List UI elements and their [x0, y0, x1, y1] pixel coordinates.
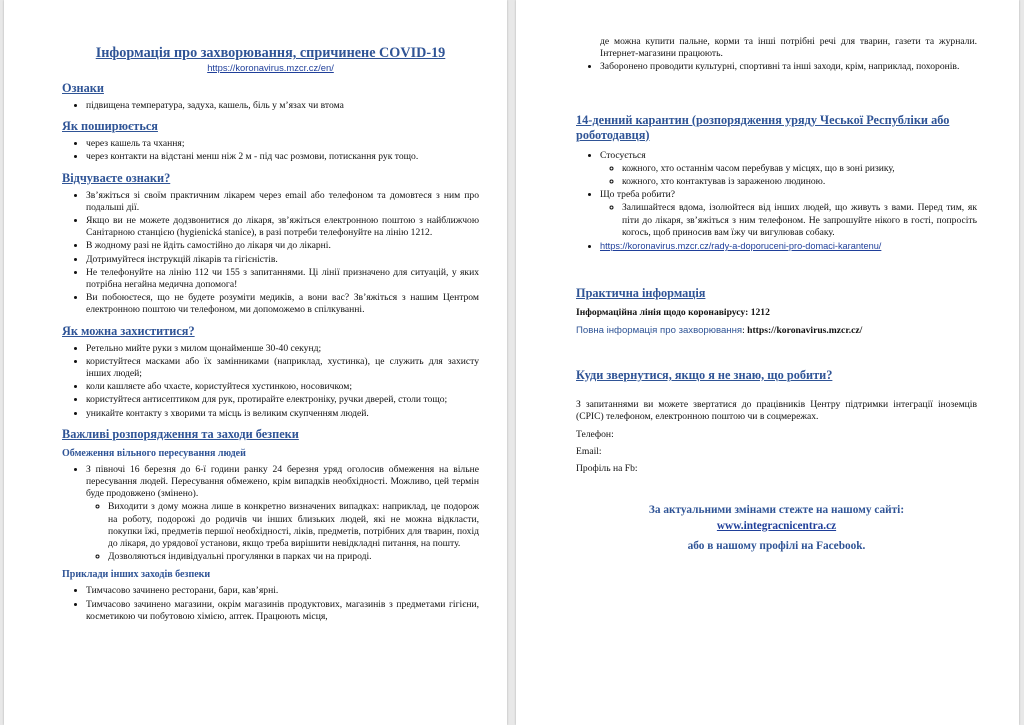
list-item: • Не телефонуйте на лінію 112 чи 155 з запитаннями. Ці лінії призначено для ситуацій, у яких потрібна негайна медична допомога! [86, 267, 479, 291]
symptoms-list [62, 190, 479, 317]
fb-label: Профіль на Fb: [576, 463, 638, 475]
list-item [600, 240, 977, 253]
list-item: • користуйтеся масками або їх замінниками (наприклад, хустинка), це служить для захисту інших людей; [86, 356, 479, 380]
website-link[interactable]: www.integracnicentra.cz [716, 519, 837, 532]
heading-quarantine: 14-денний карантин (розпорядження уряду Чеської Республіки або роботодавця) [576, 112, 950, 142]
list-item: • уникайте контакту з хворими та місць із великим скупченням людей. [86, 408, 479, 420]
sublist-item: ◦ Виходити з дому можна лише в конкретно визначених випадках: наприклад, це подорож на роботу, подорожі до родичів чи інших близьких людей, які не можна відкласти, покупки їжі, предметів першої необхідності, ліків, предметів, потрібних для тварин, похід до лікаря, до урядової установи, якщо треба вирішити невідкладні питання, на пошту. [108, 501, 479, 550]
protect-list [62, 343, 479, 420]
list-item: • підвищена температура, задуха, кашель, біль у м’язах чи втома [86, 100, 479, 112]
sublist-item: ◦ кожного, хто останнім часом перебував у місцях, що в зоні ризику, [622, 163, 977, 175]
sublist-item: ◦ кожного, хто контактував із зараженою людиною. [622, 176, 977, 188]
document-page-right [516, 0, 1019, 725]
what-sublist [600, 202, 977, 239]
continued-list [576, 61, 977, 73]
heading-measures: Важливі розпорядження та заходи безпеки [62, 426, 299, 441]
heading-where: Куди звернутися, якщо я не знаю, що робити? [576, 367, 833, 382]
email-label: Email: [576, 446, 602, 458]
signs-list [62, 100, 479, 112]
list-item: • Тимчасово зачинено магазини, окрім магазинів продуктових, магазинів з предметами гігієни, косметикою чи побутовою хімією, аптек. Працюють місця, [86, 599, 479, 623]
footer-line-3: або в нашому профілі на Facebook. [687, 539, 866, 552]
continued-text: де можна купити пальне, корми та інші потрібні речі для тварин, газети та журнали. Інтернет-магазини працюють. [600, 36, 977, 60]
list-item: • Заборонено проводити культурні, спортивні та інші заходи, крім, наприклад, похоронів. [600, 61, 977, 73]
heading-signs: Ознаки [62, 81, 104, 95]
list-item [86, 464, 479, 564]
full-info-link[interactable]: https://koronavirus.mzcr.cz/ [747, 325, 863, 337]
heading-protect: Як можна захиститися? [62, 323, 195, 338]
list-item: • Дотримуйтеся інструкцій лікарів та гігієністів. [86, 254, 479, 266]
list-item: • користуйтеся антисептиком для рук, протирайте електроніку, ручки дверей, столи тощо; [86, 394, 479, 406]
full-info-separator: : [742, 325, 748, 337]
concerns-sublist [600, 163, 977, 188]
phone-label: Телефон: [576, 429, 614, 441]
footer-line-1: За актуальними змінами стежте на нашому сайті: [648, 503, 905, 516]
document-title: Інформація про захворювання, спричинене COVID-19 [95, 45, 446, 61]
list-item [600, 150, 977, 189]
movement-sublist [86, 501, 479, 563]
list-item: • через кашель та чхання; [86, 138, 479, 150]
sublist-item: ◦ Залишайтеся вдома, ізолюйтеся від інших людей, що живуть з вами. Перед тим, як піти до лікаря, зв’яжіться з ним телефоном. Не запрошуйте нікого в гості, попросіть когось, щоб приносив вам їжу чи вигулював собаку. [622, 202, 977, 239]
quarantine-list [576, 150, 977, 254]
movement-list [62, 464, 479, 564]
list-item: • Тимчасово зачинено ресторани, бари, кав’ярні. [86, 585, 479, 597]
subheading-movement: Обмеження вільного пересування людей [62, 447, 246, 459]
list-item-text: З півночі 16 березня до 6-ї години ранку 24 березня уряд оголосив обмеження на вільне пересування людей. Пересування обмежено, крім випадків необхідності. Можливо, цей термін буде продовжено (змінено). [86, 463, 479, 500]
source-link[interactable]: https://koronavirus.mzcr.cz/en/ [207, 62, 334, 73]
heading-spread: Як поширюється [62, 119, 158, 134]
quarantine-link[interactable]: https://koronavirus.mzcr.cz/rady-a-doporuceni-pro-domaci-karantenu/ [600, 241, 882, 252]
heading-practical: Практична інформація [576, 286, 706, 301]
list-item: • Якщо ви не можете додзвонитися до лікаря, зв’яжіться електронною поштою з найближчою Санітарною станцією (hygienická stanice), в разі потреби телефонуйте на лінію 1212. [86, 215, 479, 239]
heading-symptoms: Відчуваєте ознаки? [62, 170, 171, 185]
where-text: З запитаннями ви можете звертатися до працівників Центру підтримки інтеграції іноземців (CPIC) телефоном, електронною поштою чи в соцмережах. [576, 398, 977, 422]
subheading-other-measures: Приклади інших заходів безпеки [62, 569, 211, 581]
info-line: Інформаційна лінія щодо коронавірусу: 1212 [576, 307, 770, 319]
list-item: • Ретельно мийте руки з милом щонайменше 30-40 секунд; [86, 343, 479, 355]
list-item: • коли кашляєте або чхаєте, користуйтеся хустинкою, носовичком; [86, 381, 479, 393]
full-info [576, 325, 977, 337]
list-item-text: Що треба робити? [600, 189, 675, 201]
full-info-label: Повна інформація про захворювання [576, 325, 743, 337]
list-item: • Ви побоюєтеся, що не будете розуміти медиків, а вони вас? Зв’яжіться з нашим Центром електронною поштою чи телефоном, ми допоможемо в спілкуванні. [86, 292, 479, 316]
spread-list [62, 138, 479, 163]
list-item: • через контакти на відстані менш ніж 2 м - під час розмови, потискання рук тощо. [86, 151, 479, 163]
list-item: • Зв’яжіться зі своїм практичним лікарем через email або телефоном та домовтеся з ним про подальші дії. [86, 190, 479, 214]
list-item: • В жодному разі не йдіть самостійно до лікаря чи до лікарні. [86, 240, 479, 252]
footer-site [576, 518, 977, 534]
list-item-text: Стосується [600, 149, 646, 161]
sublist-item: ◦ Дозволяються індивідуальні прогулянки в парках чи на природі. [108, 551, 479, 563]
document-page-left [4, 0, 507, 725]
other-measures-list [62, 585, 479, 623]
list-item [600, 189, 977, 239]
